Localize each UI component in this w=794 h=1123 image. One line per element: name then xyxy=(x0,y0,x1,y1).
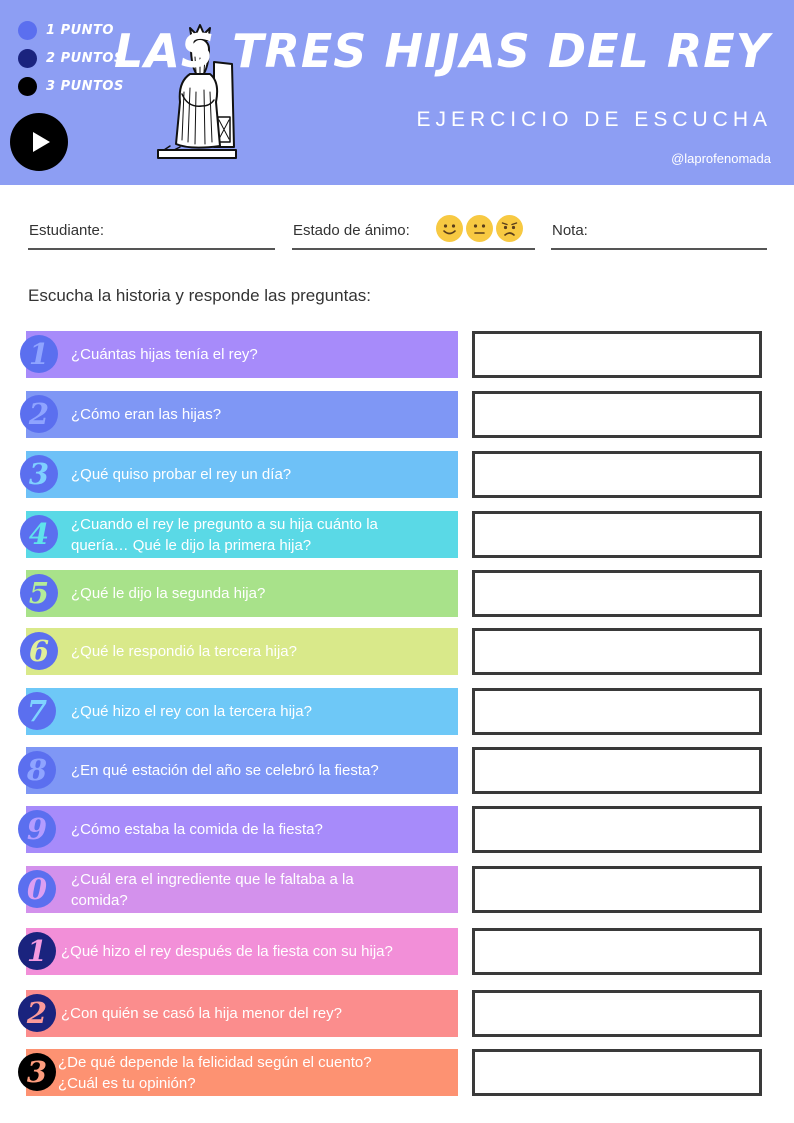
legend-item-2 xyxy=(18,44,124,72)
question-number: 2 xyxy=(20,395,58,433)
question-line: ¿Con quién se casó la hija menor del rey? xyxy=(61,1005,342,1022)
question-bar xyxy=(26,1049,458,1096)
question-line: ¿Cómo eran las hijas? xyxy=(71,406,222,423)
play-icon xyxy=(33,132,50,152)
answer-box[interactable] xyxy=(472,331,762,378)
question-text xyxy=(61,941,393,962)
legend-dot-icon xyxy=(18,21,37,40)
question-bar xyxy=(26,688,458,735)
question-bar xyxy=(26,928,458,975)
grade-label: Nota: xyxy=(552,222,588,239)
instructions-text: Escucha la historia y responde las preguntas: xyxy=(28,286,372,305)
question-bar xyxy=(26,391,458,438)
question-number: 3 xyxy=(18,1053,56,1091)
answer-box[interactable] xyxy=(472,990,762,1037)
question-bar xyxy=(26,628,458,675)
question-text xyxy=(71,641,297,662)
legend-label: 3 PUNTOS xyxy=(46,78,124,94)
mood-label: Estado de ánimo: xyxy=(293,222,410,239)
answer-box[interactable] xyxy=(472,451,762,498)
question-text xyxy=(71,404,221,425)
question-number: 5 xyxy=(20,574,58,612)
question-bar xyxy=(26,511,458,558)
legend-label: 1 PUNTO xyxy=(46,22,114,38)
answer-box[interactable] xyxy=(472,747,762,794)
question-text xyxy=(71,583,265,604)
question-text xyxy=(71,464,291,485)
question-number: 3 xyxy=(20,455,58,493)
legend-dot-icon xyxy=(18,49,37,68)
question-line: ¿Cómo estaba la comida de la fiesta? xyxy=(71,821,323,838)
question-number: 6 xyxy=(20,632,58,670)
question-line: ¿Qué hizo el rey con la tercera hija? xyxy=(71,703,312,720)
question-bar xyxy=(26,866,458,913)
mood-emojis xyxy=(436,215,526,242)
question-line: ¿Cuando el rey le pregunto a su hija cuánto la xyxy=(71,515,378,533)
legend-item-3 xyxy=(18,72,124,100)
question-line: ¿Qué le dijo la segunda hija? xyxy=(71,585,266,602)
question-line: ¿Qué hizo el rey después de la fiesta con su hija? xyxy=(61,943,393,960)
page-subtitle: EJERCICIO DE ESCUCHA xyxy=(416,108,772,131)
question-line: ¿Qué quiso probar el rey un día? xyxy=(71,466,292,483)
answer-box[interactable] xyxy=(472,806,762,853)
question-number: 1 xyxy=(20,335,58,373)
question-bar xyxy=(26,990,458,1037)
legend-item-1 xyxy=(18,16,124,44)
question-number: 1 xyxy=(18,932,56,970)
play-button[interactable] xyxy=(10,113,68,171)
points-legend xyxy=(18,16,124,100)
answer-box[interactable] xyxy=(472,511,762,558)
question-line: ¿Cuántas hijas tenía el rey? xyxy=(71,346,258,363)
question-line: ¿Cuál era el ingrediente que le faltaba a la xyxy=(71,870,354,888)
question-text xyxy=(71,344,258,365)
question-bar xyxy=(26,451,458,498)
header-banner xyxy=(0,0,794,185)
question-text xyxy=(71,869,354,911)
answer-box[interactable] xyxy=(472,688,762,735)
question-bar xyxy=(26,806,458,853)
neutral-face-icon[interactable] xyxy=(466,215,493,242)
legend-dot-icon xyxy=(18,77,37,96)
student-label: Estudiante: xyxy=(29,222,105,239)
question-bar xyxy=(26,570,458,617)
question-text xyxy=(61,1003,342,1024)
question-number: 2 xyxy=(18,994,56,1032)
question-bar xyxy=(26,747,458,794)
answer-box[interactable] xyxy=(472,928,762,975)
worried-face-icon[interactable] xyxy=(496,215,523,242)
question-bar xyxy=(26,331,458,378)
question-text xyxy=(71,760,379,781)
student-field[interactable] xyxy=(28,212,275,250)
question-line: ¿De qué depende la felicidad según el cuento? xyxy=(58,1053,372,1071)
question-text xyxy=(71,701,312,722)
question-number: 8 xyxy=(18,751,56,789)
question-line: ¿Qué le respondió la tercera hija? xyxy=(71,643,297,660)
answer-box[interactable] xyxy=(472,391,762,438)
question-line: ¿Cuál es tu opinión? xyxy=(58,1074,196,1092)
question-text xyxy=(58,1052,372,1094)
answer-box[interactable] xyxy=(472,570,762,617)
question-number: 4 xyxy=(20,515,58,553)
question-text xyxy=(71,514,378,556)
mood-field[interactable] xyxy=(292,212,535,250)
question-number: 0 xyxy=(18,870,56,908)
grade-field[interactable] xyxy=(551,212,767,250)
question-number: 7 xyxy=(18,692,56,730)
question-line: comida? xyxy=(71,891,128,909)
page-title: LAS TRES HIJAS DEL REY xyxy=(114,24,770,78)
question-line: ¿En qué estación del año se celebró la fiesta? xyxy=(71,762,379,779)
question-number: 9 xyxy=(18,810,56,848)
legend-label: 2 PUNTOS xyxy=(46,50,124,66)
answer-box[interactable] xyxy=(472,866,762,913)
answer-box[interactable] xyxy=(472,628,762,675)
answer-box[interactable] xyxy=(472,1049,762,1096)
question-line: quería… Qué le dijo la primera hija? xyxy=(71,536,312,554)
happy-face-icon[interactable] xyxy=(436,215,463,242)
author-handle: @laprofenomada xyxy=(671,151,771,166)
question-text xyxy=(71,819,323,840)
